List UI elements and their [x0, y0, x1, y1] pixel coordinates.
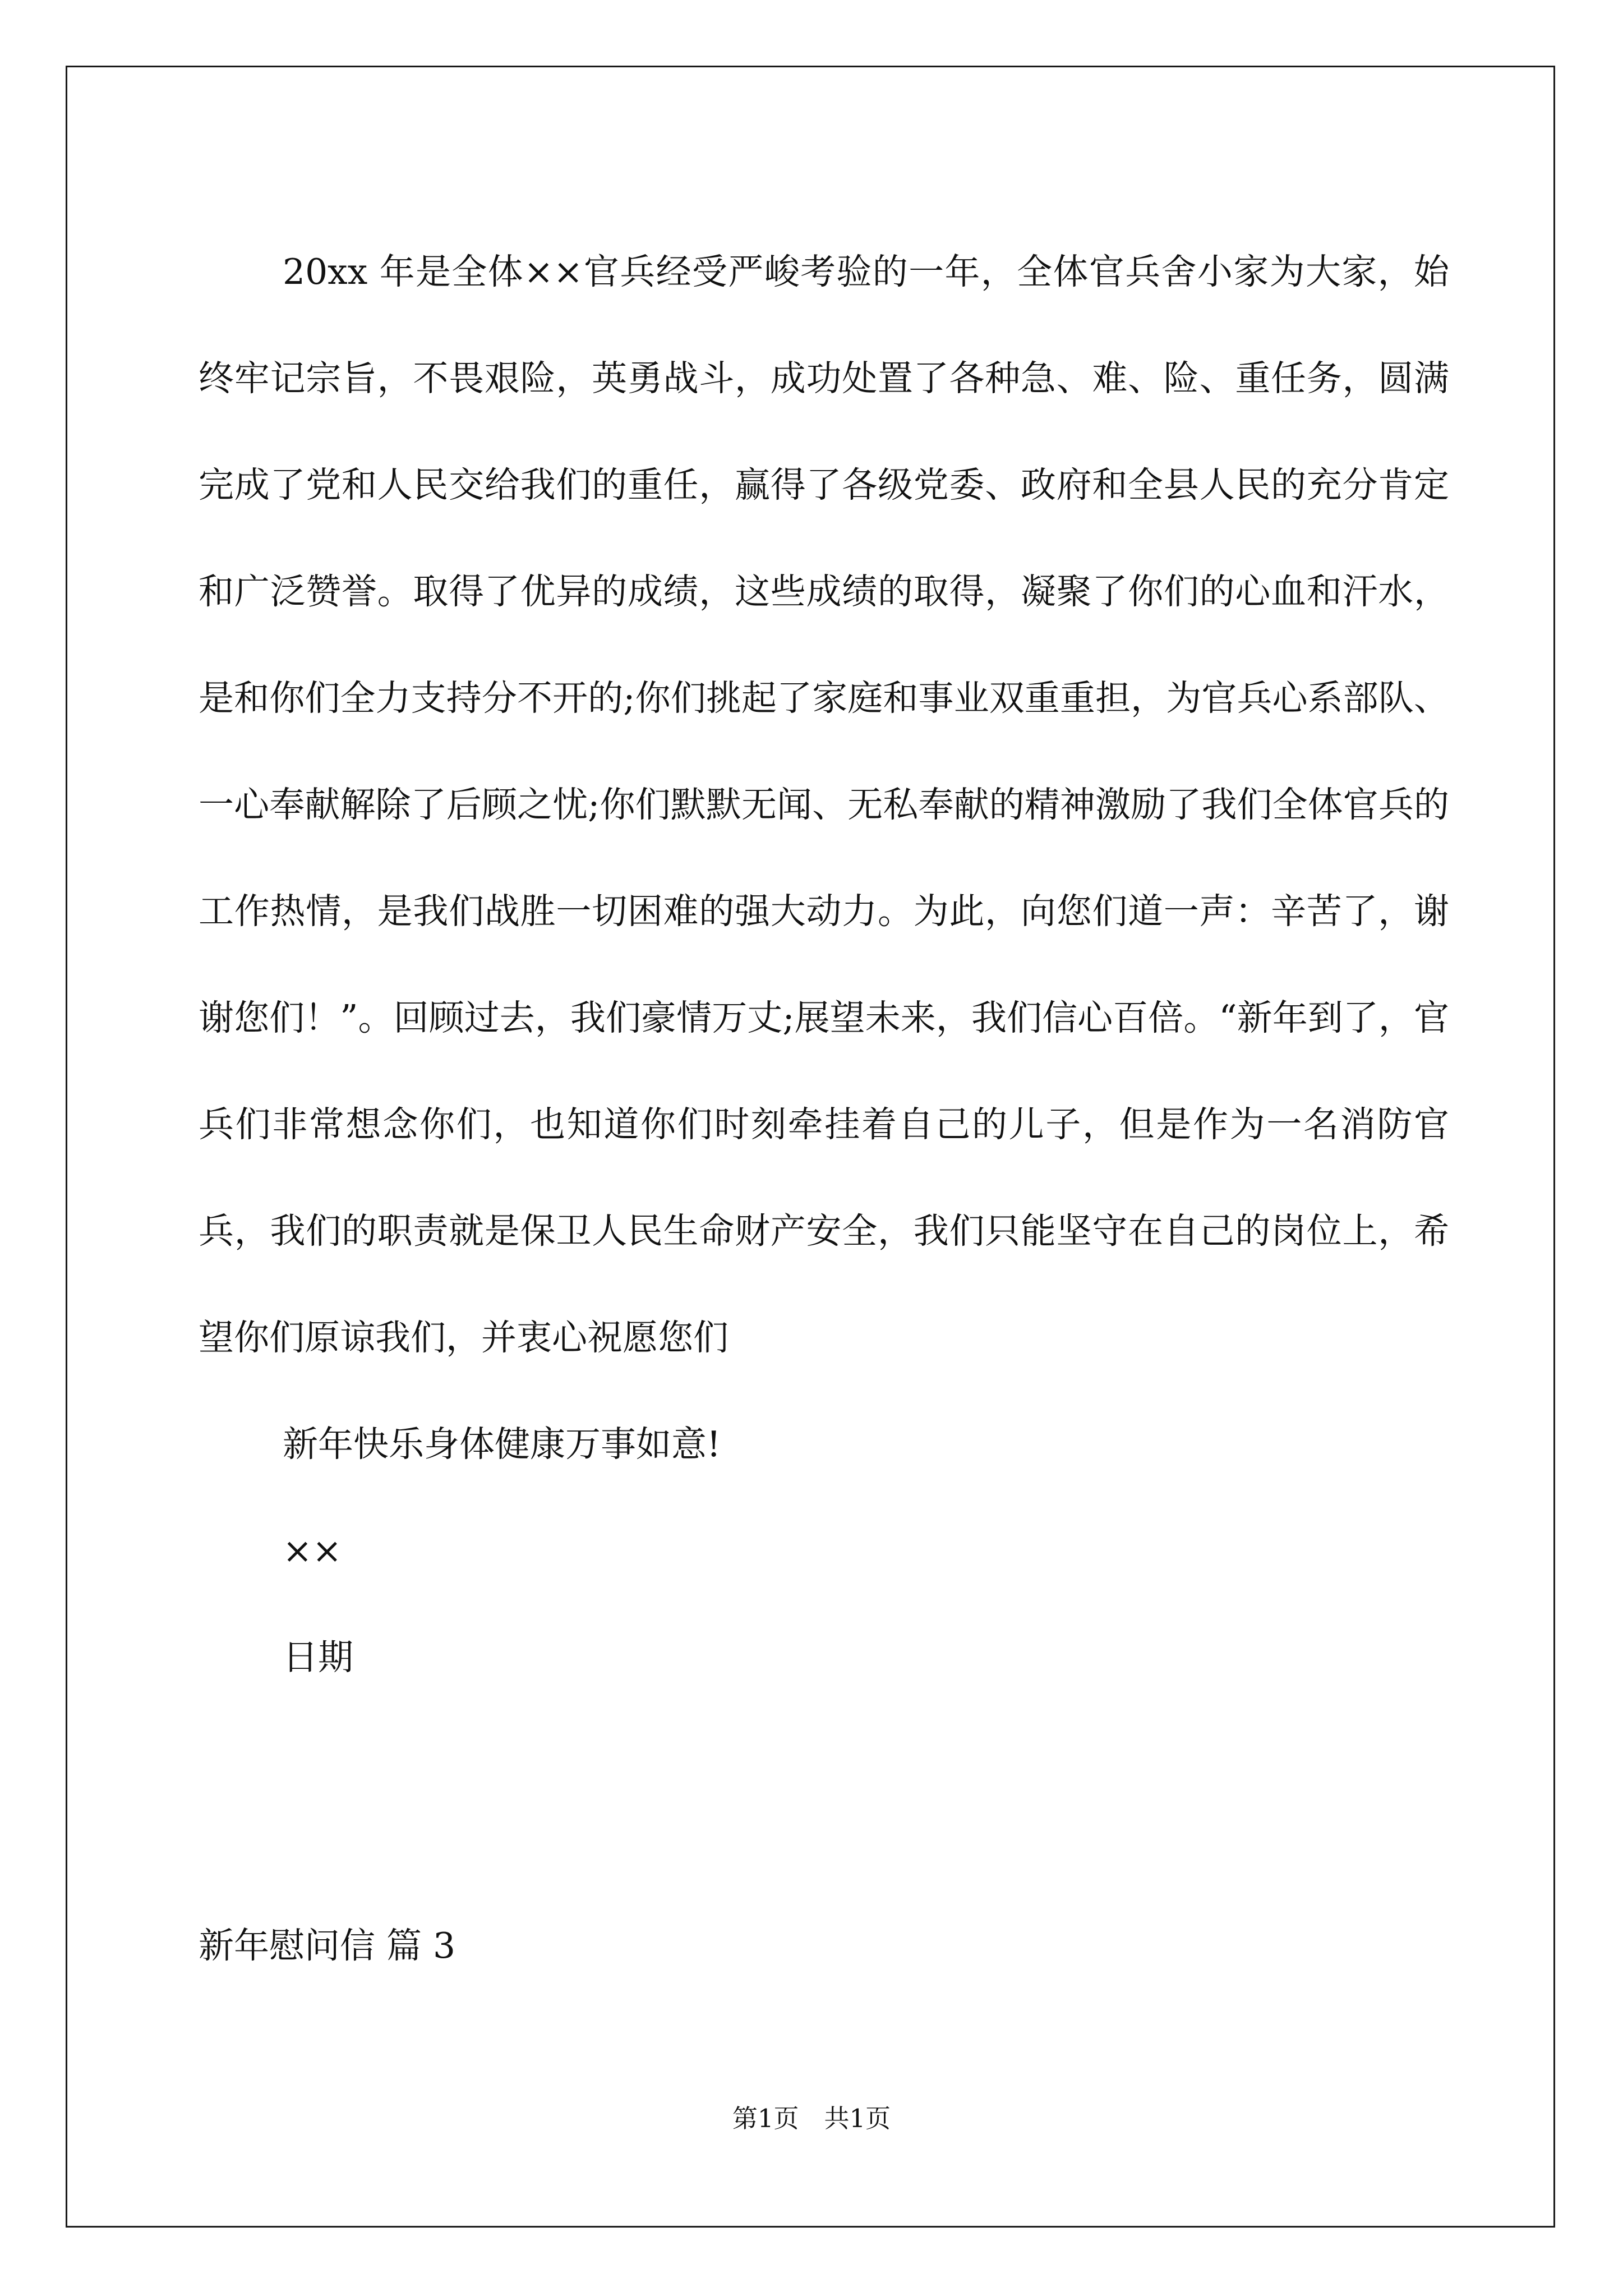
page-footer: 第1页 共1页 [732, 2104, 891, 2133]
wishes-line: 新年快乐身体健康万事如意! [283, 1424, 721, 1465]
signature-line: ×× [283, 1530, 342, 1571]
letter-body [199, 219, 1449, 1711]
date-line: 日期 [283, 1637, 353, 1678]
main-paragraph: 20xx 年是全体××官兵经受严峻考验的一年，全体官兵舍小家为大家，始终牢记宗旨，不畏艰险，英勇战斗，成功处置了各种急、难、险、重任务，圆满完成了党和人民交给我们的重任，赢得了各级党委、政府和全县人民的充分肯定和广泛赞誉。取得了优异的成绩，这些成绩的取得，凝聚了你们的心血和汗水，是和你们全力支持分不开的;你们挑起了家庭和事业双重重担，为官兵心系部队、一心奉献解除了后顾之忧;你们默默无闻、无私奉献的精神激励了我们全体官兵的工作热情，是我们战胜一切困难的强大动力。为此，向您们道一声：辛苦了，谢谢您们！”。回顾过去，我们豪情万丈;展望未来，我们信心百倍。“新年到了，官兵们非常想念你们，也知道你们时刻牵挂着自己的儿子，但是作为一名消防官兵，我们的职责就是保卫人民生命财产安全，我们只能坚守在自己的岗位上，希望你们原谅我们，并衷心祝愿您们 [199, 251, 1449, 1358]
section-heading: 新年慰问信 篇 3 [199, 1925, 456, 1966]
